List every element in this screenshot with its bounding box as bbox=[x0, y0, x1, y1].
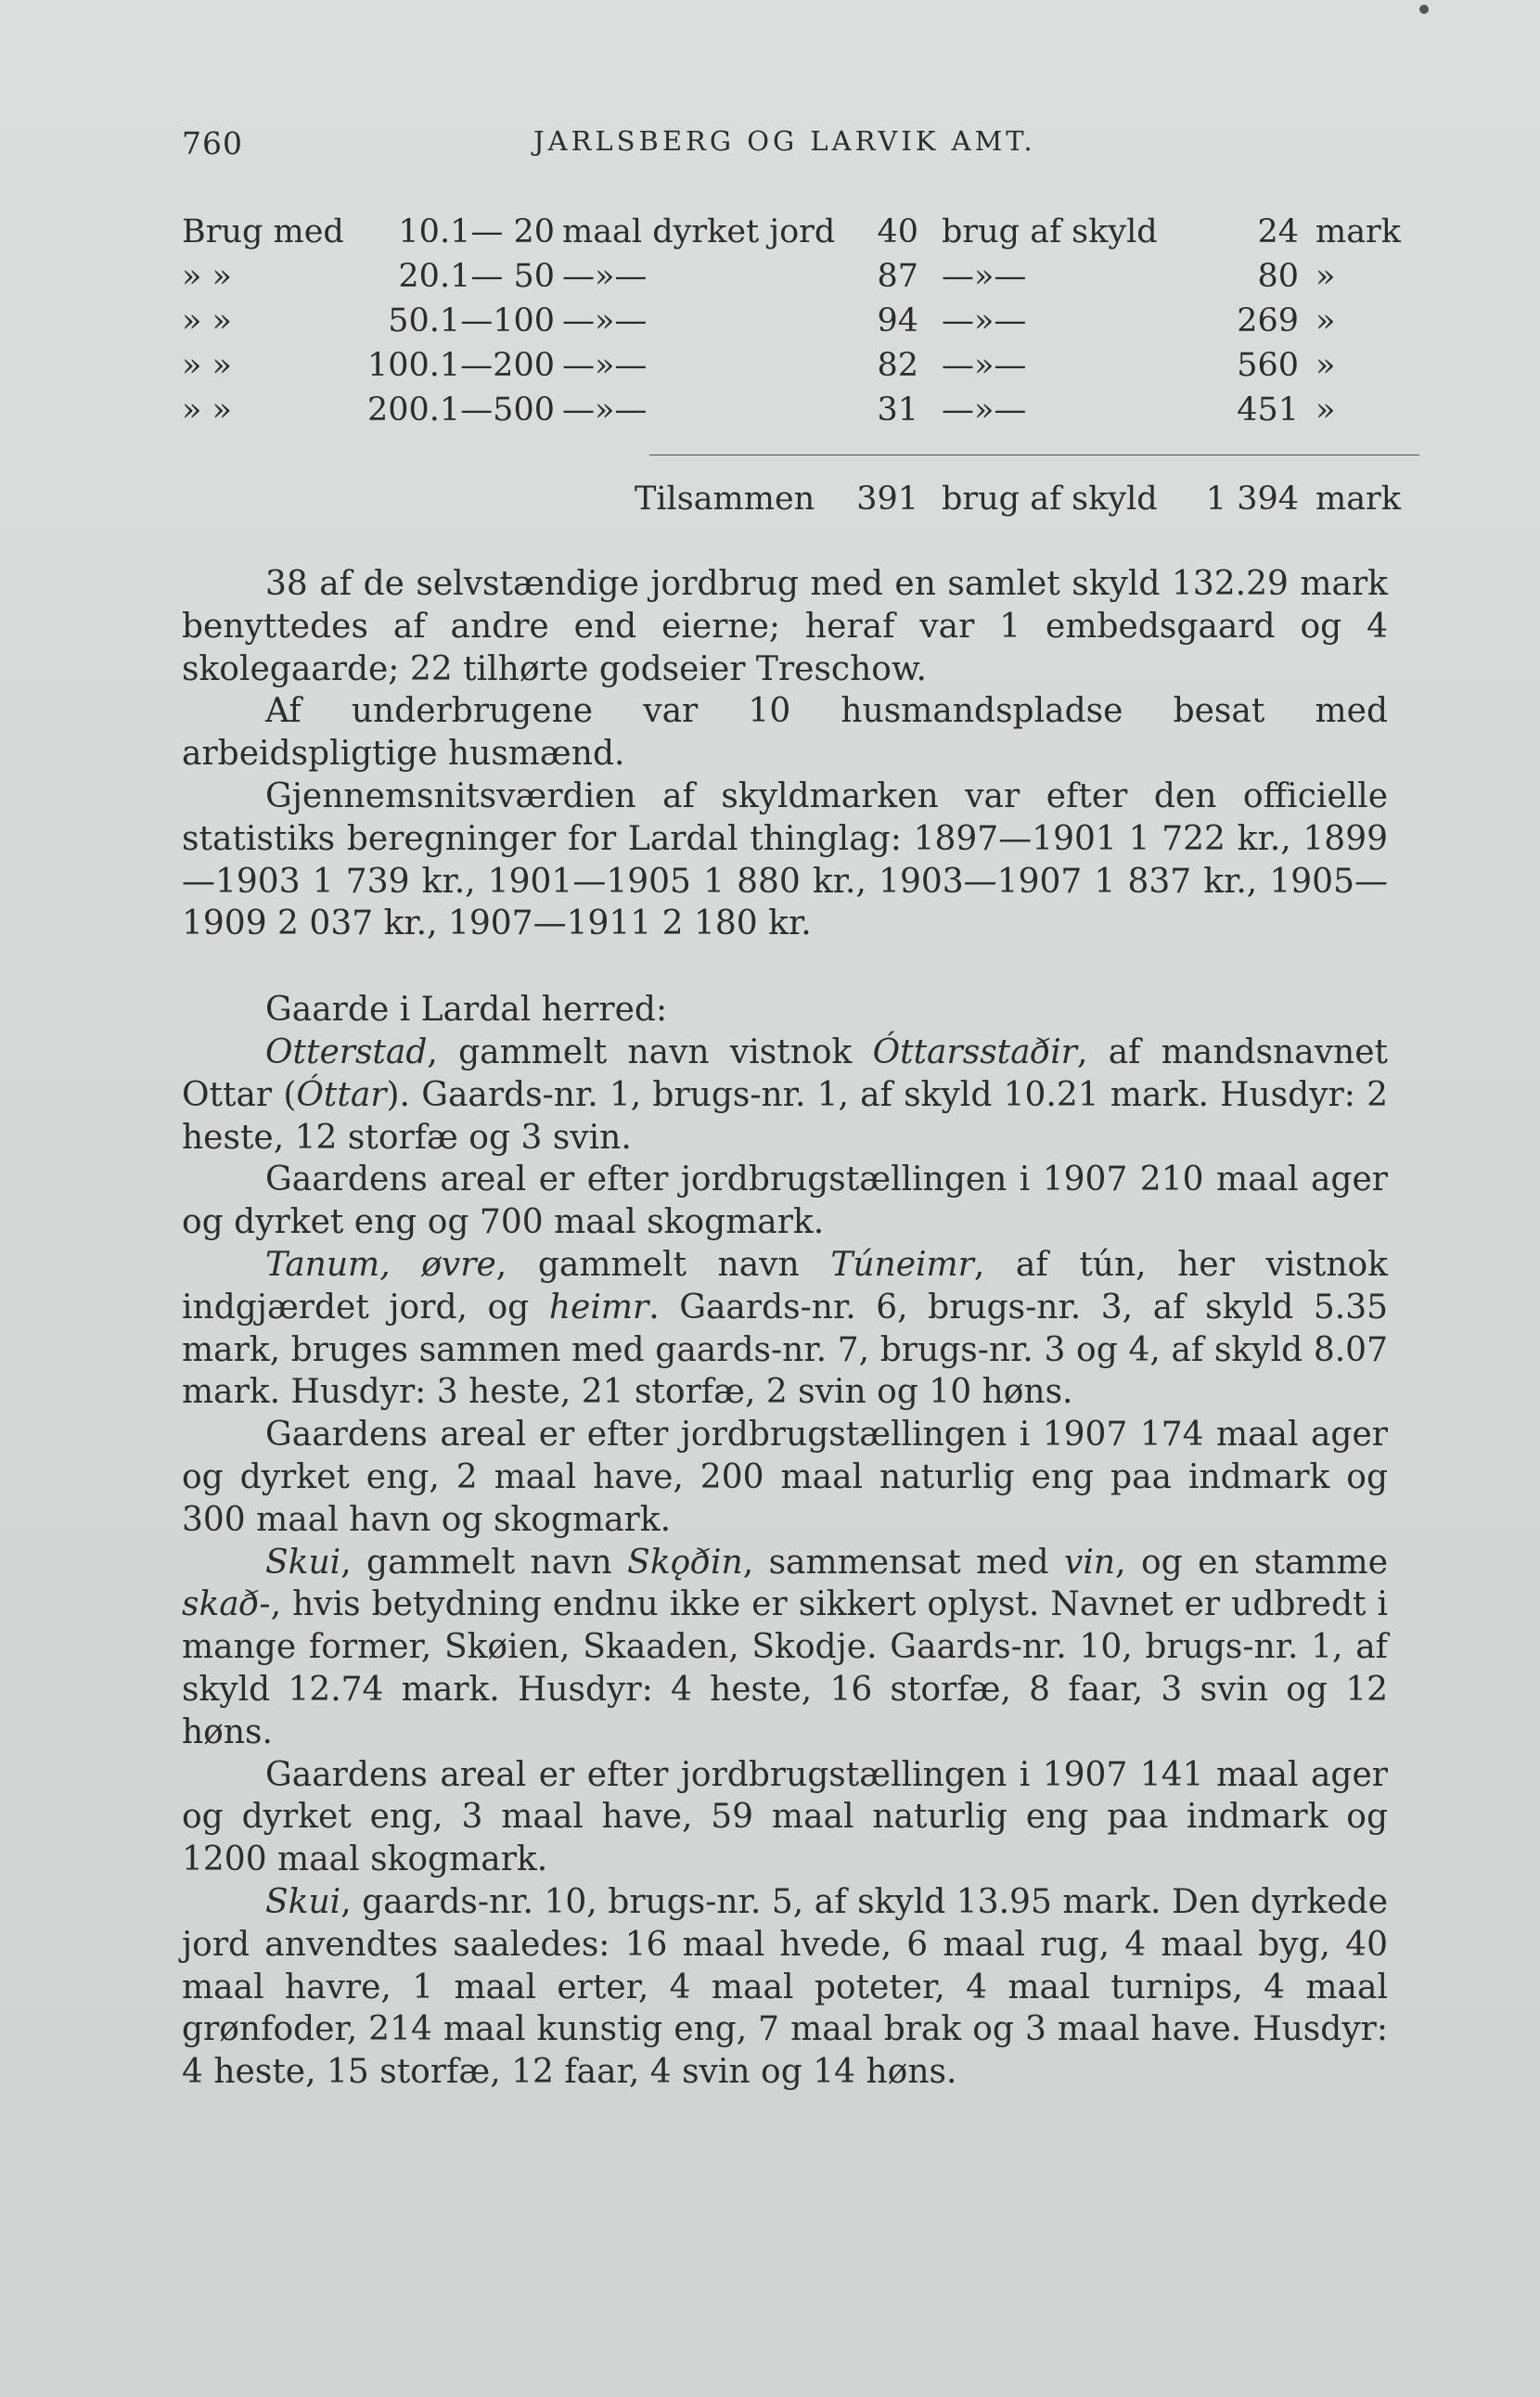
land-type: —»— bbox=[562, 347, 648, 384]
text-run: , af mandsnavnet Ottar ( bbox=[182, 1032, 1388, 1114]
row-prefix: » » bbox=[182, 347, 232, 384]
mark-unit: » bbox=[1315, 391, 1336, 429]
skyld-mark: 269 bbox=[1237, 302, 1299, 340]
brug-count: 87 bbox=[877, 258, 918, 295]
size-range: 200.1—500 bbox=[366, 391, 555, 429]
land-type: maal dyrket jord bbox=[562, 213, 836, 250]
brug-count: 94 bbox=[877, 302, 918, 340]
total-unit: brug af skyld bbox=[942, 481, 1158, 518]
paragraph: Gjennemsnitsværdien af skyldmarken var efter den officielle statistiks beregninger for Lardal thinglag: 1897—1901 1 722 kr., 1899—1903 1 739 kr., 1901—1905 1 880 kr., 1903—1907 1 837 kr., 1905—1909 2 037 kr., 1907—1911 2 180 kr. bbox=[182, 776, 1388, 943]
table-total bbox=[0, 481, 1540, 523]
row-prefix: » » bbox=[182, 391, 232, 429]
text-run: ). Gaards-nr. 1, brugs-nr. 1, af skyld 10.21 mark. Husdyr: 2 heste, 12 storfæ og 3 svin. bbox=[182, 1075, 1388, 1157]
brug-unit: —»— bbox=[942, 258, 1027, 295]
skyld-mark: 24 bbox=[1257, 213, 1299, 250]
table-row bbox=[0, 391, 1540, 434]
farm-name: Skui bbox=[265, 1543, 341, 1582]
total-mark: 1 394 bbox=[1205, 481, 1299, 518]
row-prefix: Brug med bbox=[182, 213, 344, 250]
text-run: , og en stamme bbox=[1115, 1543, 1389, 1582]
farm-name: Tanum, øvre bbox=[265, 1245, 496, 1284]
old-name: skað- bbox=[182, 1585, 271, 1624]
farm-entry bbox=[182, 1881, 1388, 2094]
text-run: , gammelt navn bbox=[340, 1543, 628, 1582]
brug-count: 82 bbox=[877, 347, 918, 384]
mark-unit: mark bbox=[1315, 213, 1401, 250]
body-text bbox=[182, 563, 1388, 2094]
text-run: , hvis betydning endnu ikke er sikkert oplyst. Navnet er udbredt i mange former, Skøien, Skaaden, Skodje. Gaards-nr. 10, brugs-nr. 1, af skyld 12.74 mark. Husdyr: 4 heste, 16 storfæ, 8 faar, 3 svin og 12 høns. bbox=[182, 1585, 1388, 1751]
brug-unit: —»— bbox=[942, 302, 1027, 340]
total-label: Tilsammen bbox=[635, 481, 815, 518]
table-row bbox=[0, 213, 1540, 256]
farm-name: Otterstad bbox=[265, 1032, 428, 1071]
text-run: , gammelt navn bbox=[495, 1245, 831, 1284]
text-run: , gaards-nr. 10, brugs-nr. 5, af skyld 13.95 mark. Den dyrkede jord anvendtes saaledes: 16 maal hvede, 6 maal rug, 4 maal byg, 40 maal havre, 1 maal erter, 4 maal poteter, 4 maal turnips, 4 maal grønfoder, 214 maal kunstig eng, 7 maal brak og 3 maal have. Husdyr: 4 heste, 15 storfæ, 12 faar, 4 svin og 14 høns. bbox=[182, 1882, 1388, 2092]
old-name: Túneimr bbox=[830, 1245, 974, 1284]
mark-unit: » bbox=[1315, 302, 1336, 340]
text-run: , gammelt navn vistnok bbox=[427, 1032, 873, 1071]
paragraph: Gaardens areal er efter jordbrugstællingen i 1907 174 maal ager og dyrket eng, 2 maal have, 200 maal naturlig eng paa indmark og 300 maal havn og skogmark. bbox=[182, 1416, 1388, 1539]
old-name: vin bbox=[1064, 1543, 1116, 1582]
farm-entry bbox=[182, 1542, 1388, 1754]
land-type: —»— bbox=[562, 391, 648, 429]
row-prefix: » » bbox=[182, 258, 232, 295]
brug-unit: brug af skyld bbox=[942, 213, 1158, 250]
land-type: —»— bbox=[562, 258, 648, 295]
brug-unit: —»— bbox=[942, 391, 1027, 429]
skyld-mark: 560 bbox=[1237, 347, 1299, 384]
brug-unit: —»— bbox=[942, 347, 1027, 384]
total-mark-unit: mark bbox=[1315, 481, 1401, 518]
page-number: 760 bbox=[182, 125, 243, 161]
table-row bbox=[0, 258, 1540, 301]
paragraph: 38 af de selvstændige jordbrug med en samlet skyld 132.29 mark benyttedes af andre end eierne; heraf var 1 embedsgaard og 4 skolegaarde; 22 tilhørte godseier Treschow. bbox=[182, 565, 1388, 688]
farm-entry bbox=[182, 1032, 1388, 1159]
mark-unit: » bbox=[1315, 347, 1336, 384]
section-heading: Gaarde i Lardal herred: bbox=[265, 991, 668, 1030]
skyld-mark: 80 bbox=[1257, 258, 1299, 295]
running-title: JARLSBERG OG LARVIK AMT. bbox=[533, 125, 1036, 157]
farm-entry bbox=[182, 1244, 1388, 1414]
brug-count: 31 bbox=[877, 391, 918, 429]
paragraph: Gaardens areal er efter jordbrugstællingen i 1907 141 maal ager og dyrket eng, 3 maal have, 59 maal naturlig eng paa indmark og 1200 maal skogmark. bbox=[182, 1755, 1388, 1879]
text-run: , af tún, her vistnok indgjærdet jord, og bbox=[182, 1245, 1388, 1327]
size-range: 50.1—100 bbox=[388, 302, 555, 340]
size-range: 20.1— 50 bbox=[398, 258, 555, 295]
brug-count: 40 bbox=[877, 213, 918, 250]
table-row bbox=[0, 302, 1540, 345]
size-range: 100.1—200 bbox=[366, 347, 555, 384]
old-name: Skǫðin bbox=[627, 1543, 743, 1582]
farm-name: Skui bbox=[265, 1882, 341, 1921]
paragraph: Af underbrugene var 10 husmandspladse besat med arbeidspligtige husmænd. bbox=[182, 692, 1388, 774]
total-brug: 391 bbox=[856, 481, 918, 518]
row-prefix: » » bbox=[182, 302, 232, 340]
paragraph: Gaardens areal er efter jordbrugstællingen i 1907 210 maal ager og dyrket eng og 700 maal skogmark. bbox=[182, 1160, 1388, 1242]
text-run: , sammensat med bbox=[742, 1543, 1065, 1582]
ink-speck bbox=[1419, 5, 1429, 14]
skyld-mark: 451 bbox=[1237, 391, 1299, 429]
size-range: 10.1— 20 bbox=[398, 213, 555, 250]
text-run: . Gaards-nr. 6, brugs-nr. 3, af skyld 5.35 mark, bruges sammen med gaards-nr. 7, brugs-nr. 3 og 4, af skyld 8.07 mark. Husdyr: 3 heste, 21 storfæ, 2 svin og 10 høns. bbox=[182, 1288, 1388, 1412]
old-name: heimr bbox=[548, 1288, 649, 1327]
old-name: Óttarsstaðir bbox=[872, 1032, 1077, 1071]
land-type: —»— bbox=[562, 302, 648, 340]
table-row bbox=[0, 347, 1540, 390]
mark-unit: » bbox=[1315, 258, 1336, 295]
old-name: Óttar bbox=[296, 1075, 387, 1114]
